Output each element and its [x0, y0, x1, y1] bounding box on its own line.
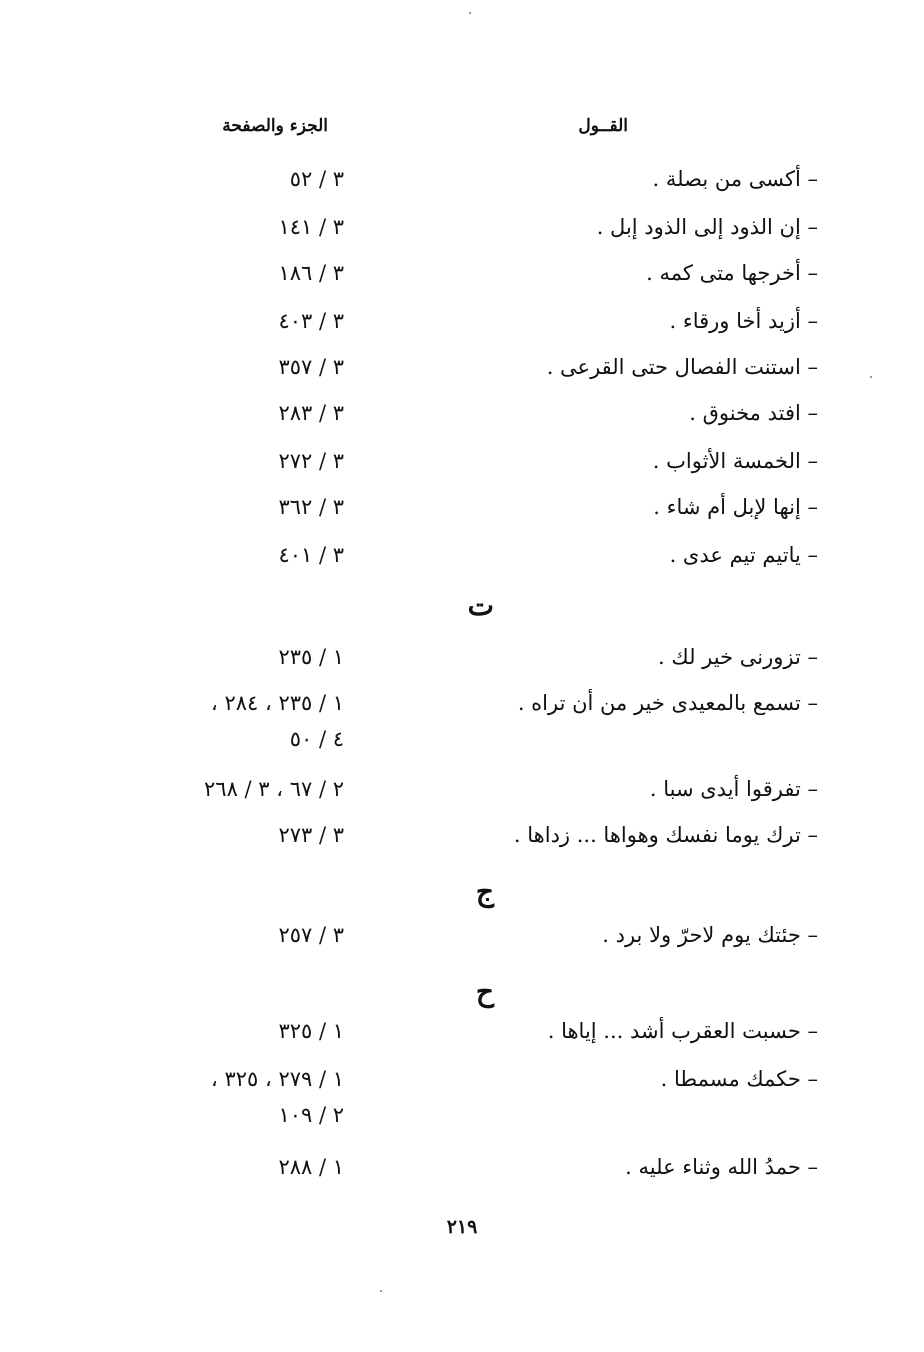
volume-page-ref-continued: ٢ / ١٠٩ [278, 1103, 344, 1127]
entry-row [0, 490, 924, 536]
saying-text: – إن الذود إلى الذود إبل . [596, 215, 818, 239]
saying-text: – حكمك مسمطا . [660, 1067, 818, 1091]
saying-text: – إنها لإبل أم شاء . [653, 495, 818, 519]
volume-page-ref: ٣ / ٣٦٢ [278, 495, 344, 519]
scan-speck [469, 12, 471, 14]
entry-row [0, 444, 924, 490]
volume-page-ref: ١ / ٢٣٥ [278, 645, 344, 669]
saying-text: – حمدُ الله وثناء عليه . [625, 1155, 818, 1179]
section-letter-heading [0, 872, 924, 912]
saying-text: – ترك يوما نفسك وهواها ... زداها . [513, 823, 818, 847]
volume-page-ref: ٣ / ٤٠٣ [278, 309, 344, 333]
volume-page-ref: ٣ / ١٤١ [278, 215, 344, 239]
volume-page-ref: ٣ / ٢٧٣ [278, 823, 344, 847]
saying-text: – أكسى من بصلة . [652, 167, 818, 191]
entry-row [0, 918, 924, 964]
volume-page-ref: ٣ / ٣٥٧ [278, 355, 344, 379]
volume-page-ref: ٣ / ٤٠١ [278, 543, 344, 567]
section-letter: ح [475, 975, 494, 1008]
scan-speck [870, 376, 872, 378]
saying-text: – حسبت العقرب أشد ... إياها . [547, 1019, 818, 1043]
saying-text: – الخمسة الأثواب . [652, 449, 818, 473]
entry-row [0, 396, 924, 442]
entry-row [0, 818, 924, 864]
saying-text: – جئتك يوم لاحرّ ولا برد . [602, 923, 818, 947]
entry-row [0, 1062, 924, 1144]
entry-row [0, 350, 924, 396]
entry-row [0, 210, 924, 256]
saying-text: – تفرقوا أيدى سبا . [649, 777, 818, 801]
volume-page-ref-continued: ٤ / ٥٠ [289, 727, 344, 751]
volume-page-ref: ٣ / ٥٢ [289, 167, 344, 191]
entry-row [0, 686, 924, 768]
entry-row [0, 1150, 924, 1196]
volume-page-ref: ٣ / ١٨٦ [278, 261, 344, 285]
volume-page-ref: ٣ / ٢٨٣ [278, 401, 344, 425]
entry-row [0, 162, 924, 208]
volume-page-ref: ٢ / ٦٧ ، ٣ / ٢٦٨ [204, 777, 344, 801]
saying-text: – تزورنى خير لك . [658, 645, 818, 669]
section-letter-heading [0, 972, 924, 1012]
reference-column-header: الجزء والصفحة [222, 116, 328, 136]
volume-page-ref: ٣ / ٢٥٧ [278, 923, 344, 947]
volume-page-ref: ١ / ٢٧٩ ، ٣٢٥ ، [211, 1067, 344, 1091]
section-letter-heading [0, 586, 924, 626]
entry-row [0, 772, 924, 818]
section-letter: ج [475, 875, 494, 908]
entry-row [0, 640, 924, 686]
saying-text: – استنت الفصال حتى القرعى . [546, 355, 818, 379]
saying-text: – أزيد أخا ورقاء . [669, 309, 818, 333]
saying-text: – ياتيم تيم عدى . [669, 543, 818, 567]
entry-row [0, 538, 924, 584]
saying-text: – افتد مخنوق . [689, 401, 818, 425]
scan-speck [380, 1290, 382, 1292]
saying-text: – أخرجها متى كمه . [646, 261, 818, 285]
saying-text: – تسمع بالمعيدى خير من أن تراه . [517, 691, 818, 715]
entry-row [0, 304, 924, 350]
entry-row [0, 256, 924, 302]
section-letter: ت [467, 589, 494, 622]
page-number: ٢١٩ [446, 1216, 478, 1238]
volume-page-ref: ١ / ٢٣٥ ، ٢٨٤ ، [211, 691, 344, 715]
entry-row [0, 1014, 924, 1060]
volume-page-ref: ٣ / ٢٧٢ [278, 449, 344, 473]
saying-column-header: القــول [578, 116, 628, 136]
volume-page-ref: ١ / ٣٢٥ [278, 1019, 344, 1043]
volume-page-ref: ١ / ٢٨٨ [278, 1155, 344, 1179]
